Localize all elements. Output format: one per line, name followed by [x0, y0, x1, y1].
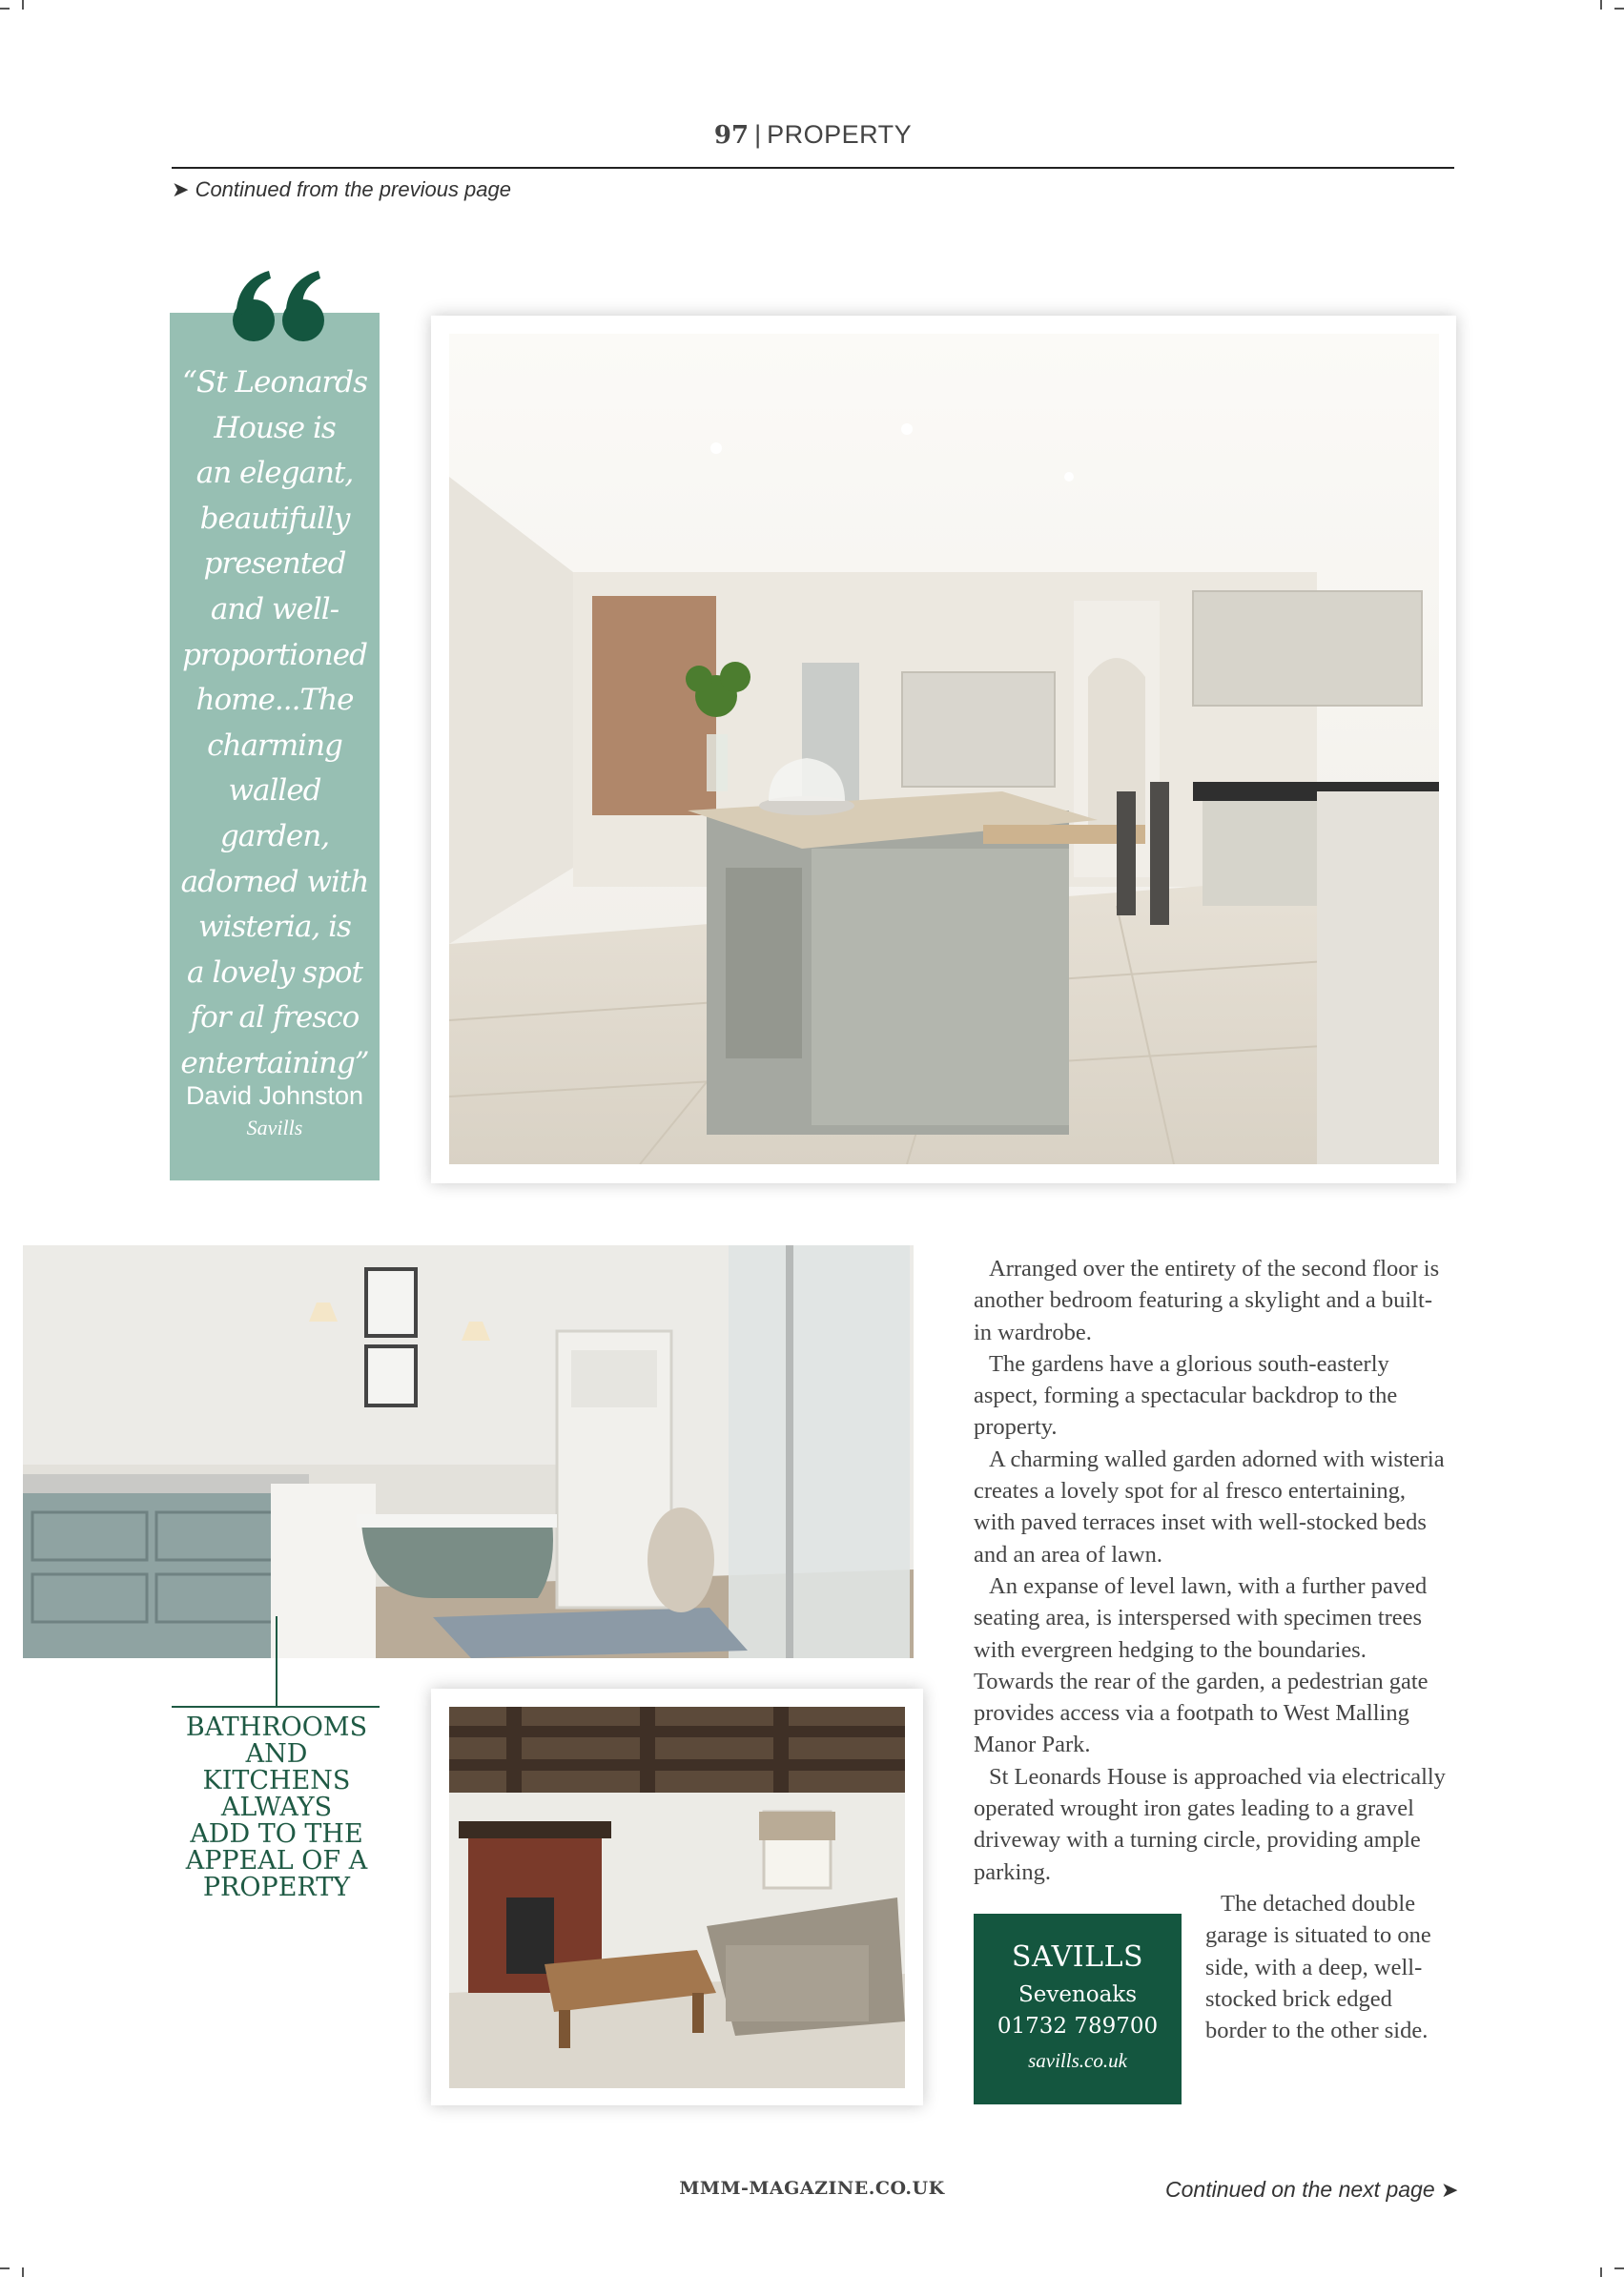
- caption-line: KITCHENS: [202, 1766, 351, 1795]
- crop-mark: [1600, 2267, 1602, 2277]
- crop-mark: [22, 0, 24, 10]
- agent-contact-box: [974, 1914, 1182, 2104]
- quote-author: David Johnston: [185, 1081, 364, 1110]
- continued-from-note: [172, 177, 511, 202]
- header-rule: [172, 167, 1454, 169]
- crop-mark: [0, 8, 10, 10]
- quote-line: adorned with: [180, 864, 369, 899]
- caption-line: BATHROOMS: [185, 1713, 368, 1742]
- header-separator: |: [754, 120, 762, 149]
- caption-line: PROPERTY: [202, 1873, 351, 1902]
- quote-line: House is: [214, 410, 336, 445]
- quote-line: entertaining”: [180, 1045, 369, 1080]
- quote-company: Savills: [246, 1116, 303, 1139]
- agent-branch: Sevenoaks: [1018, 1982, 1138, 2007]
- continued-from-text: Continued from the previous page: [195, 177, 511, 201]
- agent-name: SAVILLS: [1011, 1940, 1144, 1974]
- continued-next-note: [1165, 2177, 1458, 2203]
- body-paragraph: A charming walled garden adorned with wisteria creates a lovely spot for al fresco entertaining, with paved terraces inset with well-stocked beds and an area of lawn.: [974, 1446, 1445, 1568]
- crop-mark: [0, 2267, 10, 2269]
- caption-line: ALWAYS: [220, 1793, 333, 1822]
- quote-line: a lovely spot: [187, 954, 362, 990]
- pull-quote-text: [170, 360, 380, 1087]
- quote-line: presented: [203, 546, 346, 582]
- body-paragraph: Arranged over the entirety of the second floor is another bedroom featuring a skylight and a built-in wardrobe.: [974, 1256, 1440, 1345]
- caption-connector-line: [276, 1616, 278, 1707]
- section-title: PROPERTY: [767, 120, 913, 149]
- caption-line: ADD TO THE: [190, 1819, 363, 1849]
- page-header: [172, 120, 1454, 150]
- kitchen-photo: [449, 334, 1439, 1164]
- page-number: 97: [713, 121, 750, 150]
- quote-line: home...The: [195, 683, 354, 718]
- arrow-right-icon: ➤: [1441, 2178, 1459, 2202]
- photo-caption: [167, 1714, 386, 1901]
- article-body-narrow: [1205, 1888, 1453, 2046]
- caption-line: AND: [245, 1739, 308, 1769]
- quote-line: “St Leonards: [181, 365, 367, 400]
- quote-mark-icon: [227, 263, 332, 349]
- quote-line: and well-: [210, 591, 339, 626]
- crop-mark: [1614, 8, 1624, 10]
- living-room-photo: [449, 1707, 905, 2088]
- body-paragraph: The detached double garage is situated to one side, with a deep, well-stocked brick edged border to the other side.: [1205, 1891, 1431, 2044]
- agent-website-link[interactable]: savills.co.uk: [1028, 2049, 1127, 2072]
- caption-rule: [172, 1706, 380, 1708]
- body-paragraph: The gardens have a glorious south-easterly aspect, forming a spectacular backdrop to the property.: [974, 1350, 1398, 1441]
- caption-line: APPEAL OF A: [185, 1846, 368, 1876]
- crop-mark: [1600, 0, 1602, 10]
- quote-line: for al fresco: [190, 1000, 360, 1036]
- quote-line: charming: [207, 728, 342, 763]
- article-body: [974, 1253, 1446, 1888]
- quote-line: walled garden,: [219, 773, 330, 853]
- quote-line: an elegant,: [195, 456, 354, 491]
- agent-phone: 01732 789700: [997, 2014, 1159, 2039]
- quote-line: proportioned: [182, 637, 367, 672]
- body-paragraph: St Leonards House is approached via electrically operated wrought iron gates leading to a gravel driveway with a turning circle, providing ample parking.: [974, 1763, 1446, 1885]
- footer-website: MMM-MAGAZINE.CO.UK: [679, 2178, 945, 2199]
- arrow-right-icon: ➤: [172, 177, 190, 201]
- crop-mark: [22, 2267, 24, 2277]
- continued-next-text: Continued on the next page: [1165, 2177, 1435, 2202]
- body-paragraph: An expanse of level lawn, with a further paved seating area, is interspersed with specimen trees with evergreen hedging to the boundaries. Towards the rear of the garden, a pedestrian gate provides access via a footpath to West Malling Manor Park.: [974, 1572, 1429, 1758]
- quote-line: wisteria, is: [198, 910, 351, 945]
- crop-mark: [1614, 2267, 1624, 2269]
- quote-line: beautifully: [199, 501, 350, 536]
- bathroom-photo: [23, 1245, 914, 1658]
